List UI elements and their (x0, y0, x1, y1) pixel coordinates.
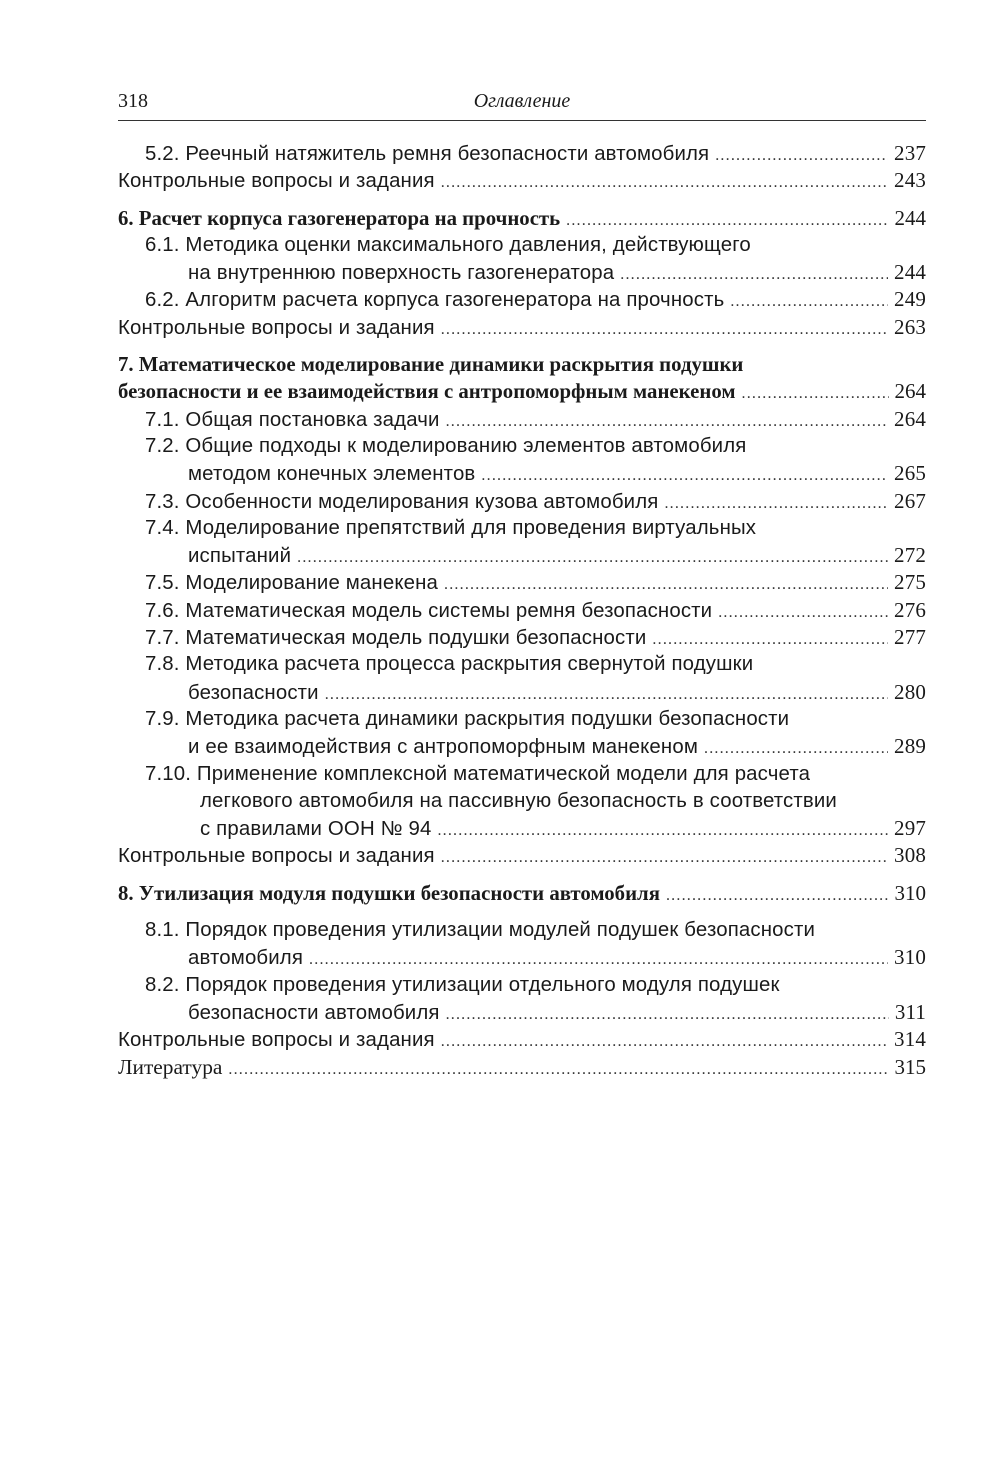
toc-entry-7-8-line1[interactable] (118, 651, 926, 678)
toc-entry-7-4-line1[interactable] (118, 515, 926, 542)
toc-entry-title: Контрольные вопросы и задания (118, 845, 435, 868)
toc-entry-title: 7.7. Математическая модель подушки безопасности (145, 627, 647, 650)
toc-entry-title: 8.2. Порядок проведения утилизации отдельного модуля подушек (145, 973, 780, 996)
toc-entry-7-9-line1[interactable] (118, 706, 926, 733)
toc-entry-questions-6[interactable] (118, 314, 926, 341)
toc-entry-title: безопасности (188, 681, 319, 704)
toc-entry-6-1-line2[interactable] (118, 259, 926, 286)
leader-dots (444, 571, 888, 598)
leader-dots (666, 882, 889, 909)
leader-dots (446, 1001, 889, 1028)
toc-entry-page: 311 (894, 999, 926, 1024)
toc-entry-title: Контрольные вопросы и задания (118, 170, 435, 193)
toc-entry-title: и ее взаимодействия с антропоморфным манекеном (188, 736, 698, 759)
leader-dots (441, 1028, 888, 1055)
toc-entry-page: 275 (894, 570, 926, 595)
leader-dots (742, 380, 889, 407)
toc-entry-7-10-line2[interactable] (118, 788, 926, 815)
toc-entry-page: 265 (894, 461, 926, 486)
leader-dots (441, 844, 888, 871)
toc-entry-page: 308 (894, 843, 926, 868)
toc-entry-6-2[interactable] (118, 286, 926, 313)
toc-entry-page: 277 (894, 625, 926, 650)
toc-entry-title: 5.2. Реечный натяжитель ремня безопасности автомобиля (145, 143, 710, 165)
toc-entry-7-1[interactable] (118, 406, 926, 433)
toc-entry-page: 263 (894, 314, 926, 339)
toc-entry-7-10-line3[interactable] (118, 815, 926, 842)
running-header (118, 88, 926, 121)
leader-dots (664, 490, 888, 517)
toc-entry-questions-8[interactable] (118, 1026, 926, 1053)
toc-entry-title: безопасности автомобиля (188, 1001, 440, 1024)
toc-entry-title: Литература (118, 1054, 223, 1079)
toc-entry-title: безопасности и ее взаимодействия с антропоморфным манекеном (118, 380, 736, 404)
toc-entry-page: 276 (894, 597, 926, 622)
toc-entry-title: легкового автомобиля на пассивную безопасность в соответствии (200, 789, 837, 812)
toc-entry-7-5[interactable] (118, 569, 926, 596)
toc-entry-title: Контрольные вопросы и задания (118, 1029, 435, 1052)
toc-entry-page: 314 (894, 1027, 926, 1052)
leader-dots (441, 169, 888, 196)
toc-entry-page: 243 (894, 168, 926, 193)
toc-entry-title: 7.10. Применение комплексной математической модели для расчета (145, 762, 811, 785)
leader-dots (704, 735, 888, 762)
leader-dots (718, 599, 888, 626)
leader-dots (446, 408, 888, 435)
toc-entry-title: 7. Математическое моделирование динамики раскрытия подушки (118, 353, 744, 377)
toc-chapter-8[interactable] (118, 880, 926, 907)
toc-entry-7-2-line2[interactable] (118, 460, 926, 487)
toc-chapter-7-line2[interactable] (118, 378, 926, 405)
toc-entry-title: 6. Расчет корпуса газогенератора на прочность (118, 206, 561, 230)
running-title: Оглавление (473, 90, 571, 112)
toc-entry-title: 6.2. Алгоритм расчета корпуса газогенератора на прочность (145, 289, 725, 312)
toc-entry-page: 297 (894, 816, 926, 841)
toc-entry-page: 237 (894, 141, 926, 165)
toc-entry-page: 310 (894, 945, 926, 970)
toc-entry-7-6[interactable] (118, 597, 926, 624)
toc-entry-8-1-line1[interactable] (118, 917, 926, 944)
toc-entry-page: 267 (894, 488, 926, 513)
toc-entry-title: на внутреннюю поверхность газогенератора (188, 262, 615, 285)
toc-entry-page: 289 (894, 734, 926, 759)
leader-dots (441, 316, 888, 343)
toc-chapter-7-line1[interactable] (118, 351, 926, 378)
toc-entry-title: 7.2. Общие подходы к моделированию элементов автомобиля (145, 434, 747, 457)
toc-entry-7-8-line2[interactable] (118, 679, 926, 706)
toc-entry-page: 249 (894, 287, 926, 312)
toc-chapter-6[interactable] (118, 205, 926, 232)
toc-entry-title: 7.6. Математическая модель системы ремня безопасности (145, 599, 713, 622)
toc-entry-page: 264 (894, 406, 926, 431)
leader-dots (297, 544, 888, 571)
toc-entry-title: испытаний (188, 545, 292, 568)
toc-entry-6-1-line1[interactable] (118, 232, 926, 259)
leader-dots (481, 462, 888, 489)
toc-entry-title: 7.8. Методика расчета процесса раскрытия свернутой подушки (145, 653, 754, 676)
toc-entry-7-4-line2[interactable] (118, 542, 926, 569)
toc-entry-title: 7.3. Особенности моделирования кузова автомобиля (145, 490, 659, 513)
toc-entry-title: 7.4. Моделирование препятствий для проведения виртуальных (145, 516, 757, 539)
toc-entry-title: 8. Утилизация модуля подушки безопасности автомобиля (118, 881, 660, 905)
leader-dots (652, 626, 888, 653)
toc-entry-page: 280 (894, 679, 926, 704)
toc-entry-title: 7.5. Моделирование манекена (145, 572, 439, 595)
toc-entry-8-1-line2[interactable] (118, 944, 926, 971)
leader-dots (325, 681, 888, 708)
leader-dots (437, 817, 888, 844)
leader-dots (730, 288, 888, 315)
toc-entry-7-7[interactable] (118, 624, 926, 651)
table-of-contents (118, 140, 926, 1081)
toc-entry-title: с правилами ООН № 94 (200, 818, 432, 841)
toc-entry-title: 6.1. Методика оценки максимального давления, действующего (145, 233, 751, 256)
toc-entry-title: Контрольные вопросы и задания (118, 316, 435, 339)
toc-entry-page: 244 (894, 260, 926, 285)
toc-entry-7-9-line2[interactable] (118, 733, 926, 760)
leader-dots (566, 207, 888, 234)
toc-entry-7-2-line1[interactable] (118, 433, 926, 460)
toc-entry-title: 7.9. Методика расчета динамики раскрытия подушки безопасности (145, 707, 790, 730)
toc-entry-8-2-line2[interactable] (118, 999, 926, 1026)
toc-entry-page: 244 (894, 205, 926, 230)
toc-entry-page: 310 (894, 880, 926, 905)
toc-entry-questions-5[interactable] (118, 167, 926, 194)
toc-entry-title: 7.1. Общая постановка задачи (145, 408, 440, 431)
toc-entry-page: 264 (894, 379, 926, 404)
toc-entry-8-2-line1[interactable] (118, 972, 926, 999)
toc-entry-7-3[interactable] (118, 488, 926, 515)
toc-entry-page: 272 (894, 543, 926, 568)
leader-dots (228, 1056, 888, 1083)
toc-entry-title: методом конечных элементов (188, 463, 476, 486)
leader-dots (620, 261, 888, 288)
toc-entry-page: 315 (894, 1054, 926, 1079)
toc-entry-questions-7[interactable] (118, 842, 926, 869)
toc-entry-5-2[interactable] (118, 140, 926, 167)
toc-entry-literature[interactable] (118, 1054, 926, 1081)
toc-entry-title: автомобиля (188, 947, 304, 970)
page-number: 318 (118, 90, 148, 112)
toc-entry-7-10-line1[interactable] (118, 761, 926, 788)
leader-dots (715, 142, 888, 169)
leader-dots (309, 946, 888, 973)
toc-entry-title: 8.1. Порядок проведения утилизации модулей подушек безопасности (145, 919, 816, 942)
